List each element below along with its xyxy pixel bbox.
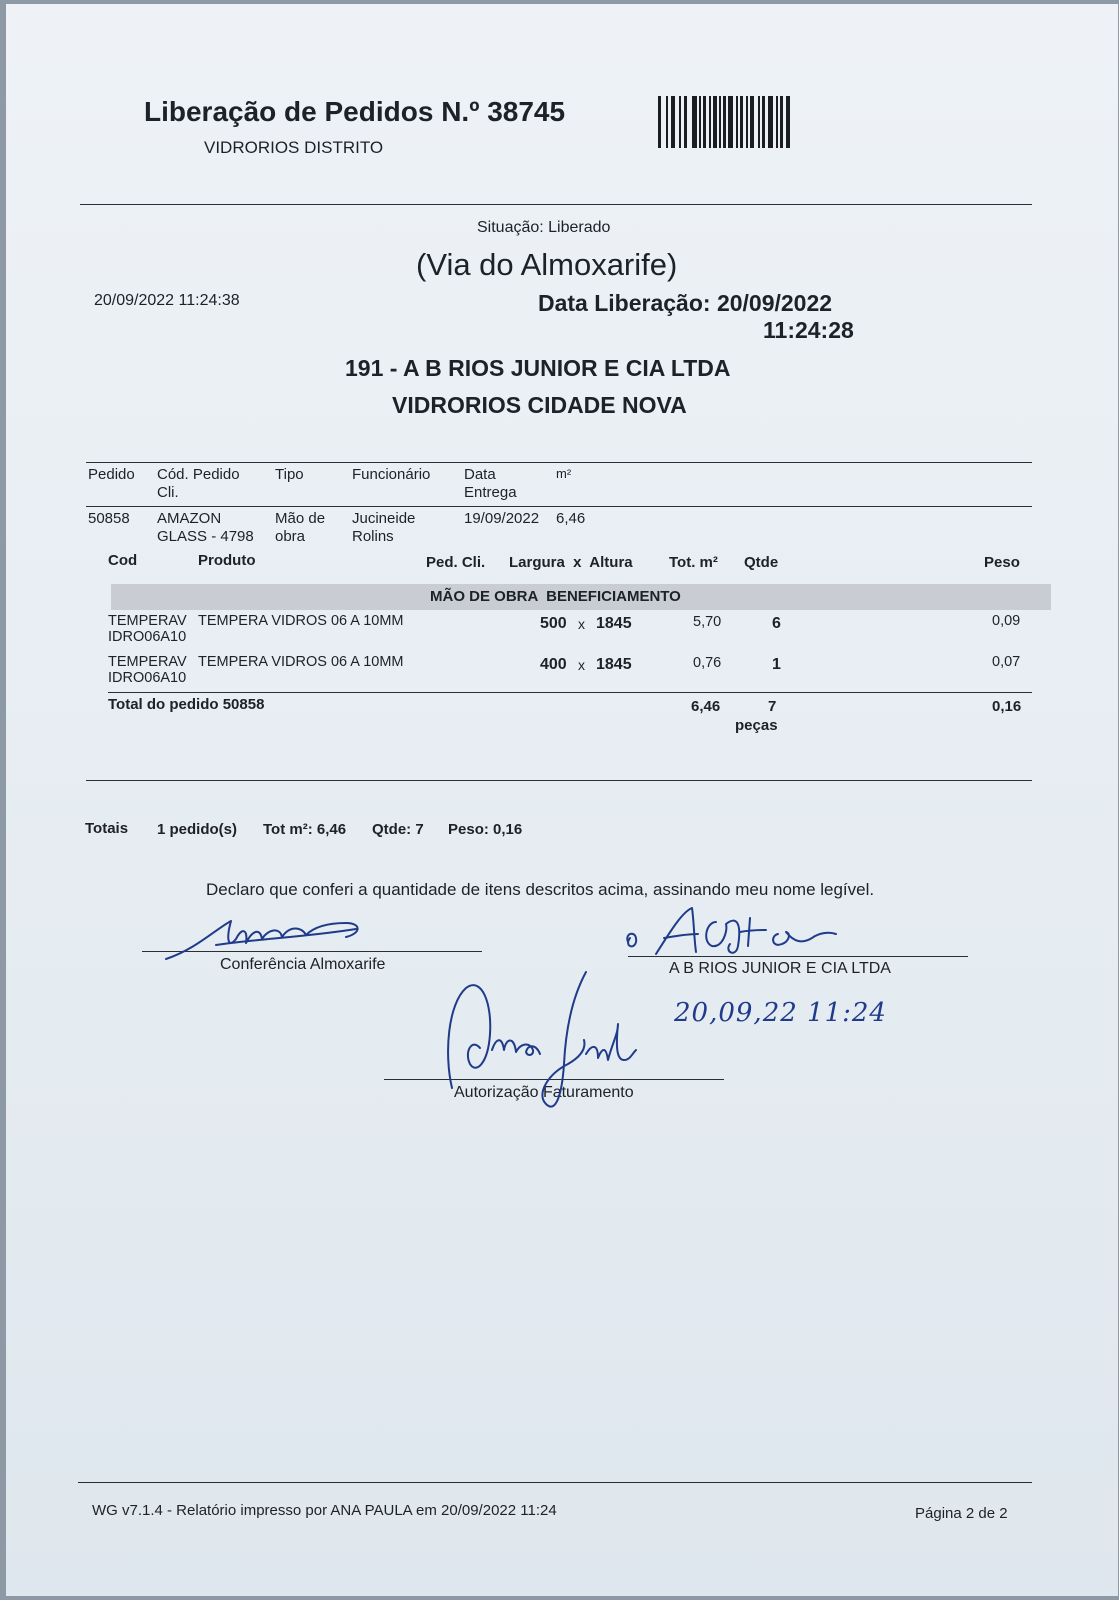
item-1-tot-m2: 5,70 — [693, 614, 722, 630]
col-qtde: Qtde — [744, 554, 779, 571]
footer-divider — [78, 1482, 1032, 1483]
item-2-peso: 0,07 — [992, 654, 1021, 670]
order-cod-1: AMAZON — [157, 510, 222, 527]
client-signature — [616, 902, 856, 962]
col-entrega: Entrega — [464, 484, 517, 501]
totals-pedidos: 1 pedido(s) — [157, 821, 238, 838]
printed-timestamp: 20/09/2022 11:24:38 — [94, 292, 240, 309]
item-1-x: x — [578, 616, 585, 632]
order-table-header-rule — [86, 506, 1032, 507]
order-pedido: 50858 — [88, 510, 130, 527]
item-2-cod: TEMPERAV — [108, 654, 187, 670]
item-2-qtde: 1 — [772, 656, 781, 673]
situacao-label: Situação: Liberado — [477, 219, 611, 236]
client-signature-label: A B RIOS JUNIOR E CIA LTDA — [669, 960, 891, 977]
item-2-largura: 400 — [540, 656, 567, 673]
item-2-altura: 1845 — [596, 656, 632, 673]
company-name: VIDRORIOS DISTRITO — [204, 138, 384, 157]
total-rule — [108, 692, 1032, 693]
order-total-pecas: peças — [735, 717, 778, 734]
item-1-largura: 500 — [540, 615, 567, 632]
header-divider — [80, 204, 1032, 205]
order-cod-2: GLASS - 4798 — [157, 528, 254, 545]
item-1-altura: 1845 — [596, 615, 632, 632]
order-total-label: Total do pedido 50858 — [108, 696, 265, 713]
autorizacao-label: Autorização Faturamento — [454, 1084, 634, 1101]
data-liberacao: Data Liberação: 20/09/2022 — [538, 290, 833, 316]
col-ped-cli: Ped. Cli. — [426, 554, 486, 571]
totals-peso: Peso: 0,16 — [448, 821, 523, 838]
item-2-x: x — [578, 657, 585, 673]
order-total-qtde: 7 — [768, 698, 777, 715]
hora-liberacao: 11:24:28 — [763, 317, 854, 343]
order-tipo-1: Mão de — [275, 510, 326, 527]
handwritten-date: 20,09,22 11:24 — [674, 998, 887, 1028]
col-funcionario: Funcionário — [352, 466, 431, 483]
item-1-cod: TEMPERAV — [108, 613, 187, 629]
item-1-qtde: 6 — [772, 615, 781, 632]
totals-qtde: Qtde: 7 — [372, 821, 424, 838]
col-pedido: Pedido — [88, 466, 135, 483]
order-func-2: Rolins — [352, 528, 394, 545]
footer-printed-by: WG v7.1.4 - Relatório impresso por ANA PAULA em 20/09/2022 11:24 — [92, 1502, 557, 1519]
col-cod-pedido-cli: Cli. — [157, 484, 179, 501]
item-1-produto: TEMPERA VIDROS 06 A 10MM — [198, 613, 404, 629]
col-cod: Cod — [108, 552, 138, 569]
item-2-tot-m2: 0,76 — [693, 655, 722, 671]
col-cod-pedido: Cód. Pedido — [157, 466, 240, 483]
col-largura-altura: Largura x Altura — [509, 554, 633, 571]
footer-page-number: Página 2 de 2 — [915, 1505, 1008, 1522]
item-1-cod2: IDRO06A10 — [108, 629, 187, 645]
conferencia-signature — [156, 909, 376, 969]
order-tipo-2: obra — [275, 528, 306, 545]
document-sheet — [6, 4, 1118, 1596]
order-total-m2: 6,46 — [691, 698, 721, 715]
col-m2: m² — [556, 466, 572, 481]
order-table-top-rule — [86, 462, 1032, 463]
item-2-cod2: IDRO06A10 — [108, 670, 187, 686]
totals-label: Totais — [85, 820, 129, 837]
order-m2: 6,46 — [556, 510, 586, 527]
col-produto: Produto — [198, 552, 256, 569]
items-bottom-rule — [86, 780, 1032, 781]
order-total-peso: 0,16 — [992, 698, 1022, 715]
client-name: 191 - A B RIOS JUNIOR E CIA LTDA — [345, 355, 731, 381]
via-label: (Via do Almoxarife) — [416, 247, 678, 282]
col-data: Data — [464, 466, 496, 483]
col-peso: Peso — [984, 554, 1020, 571]
col-tot-m2: Tot. m² — [669, 554, 718, 571]
declaration-text: Declaro que conferi a quantidade de itens descritos acima, assinando meu nome legível. — [206, 880, 875, 899]
order-func-1: Jucineide — [352, 510, 416, 527]
totals-m2: Tot m²: 6,46 — [263, 821, 347, 838]
client-store: VIDRORIOS CIDADE NOVA — [392, 392, 687, 418]
item-1-peso: 0,09 — [992, 613, 1021, 629]
conferencia-label: Conferência Almoxarife — [220, 956, 386, 973]
autorizacao-signature — [436, 964, 656, 1124]
col-tipo: Tipo — [275, 466, 304, 483]
order-data: 19/09/2022 — [464, 510, 540, 527]
page-title: Liberação de Pedidos N.º 38745 — [144, 96, 566, 127]
item-2-produto: TEMPERA VIDROS 06 A 10MM — [198, 654, 404, 670]
barcode-image — [658, 96, 830, 148]
section-title: MÃO DE OBRA BENEFICIAMENTO — [430, 588, 681, 605]
